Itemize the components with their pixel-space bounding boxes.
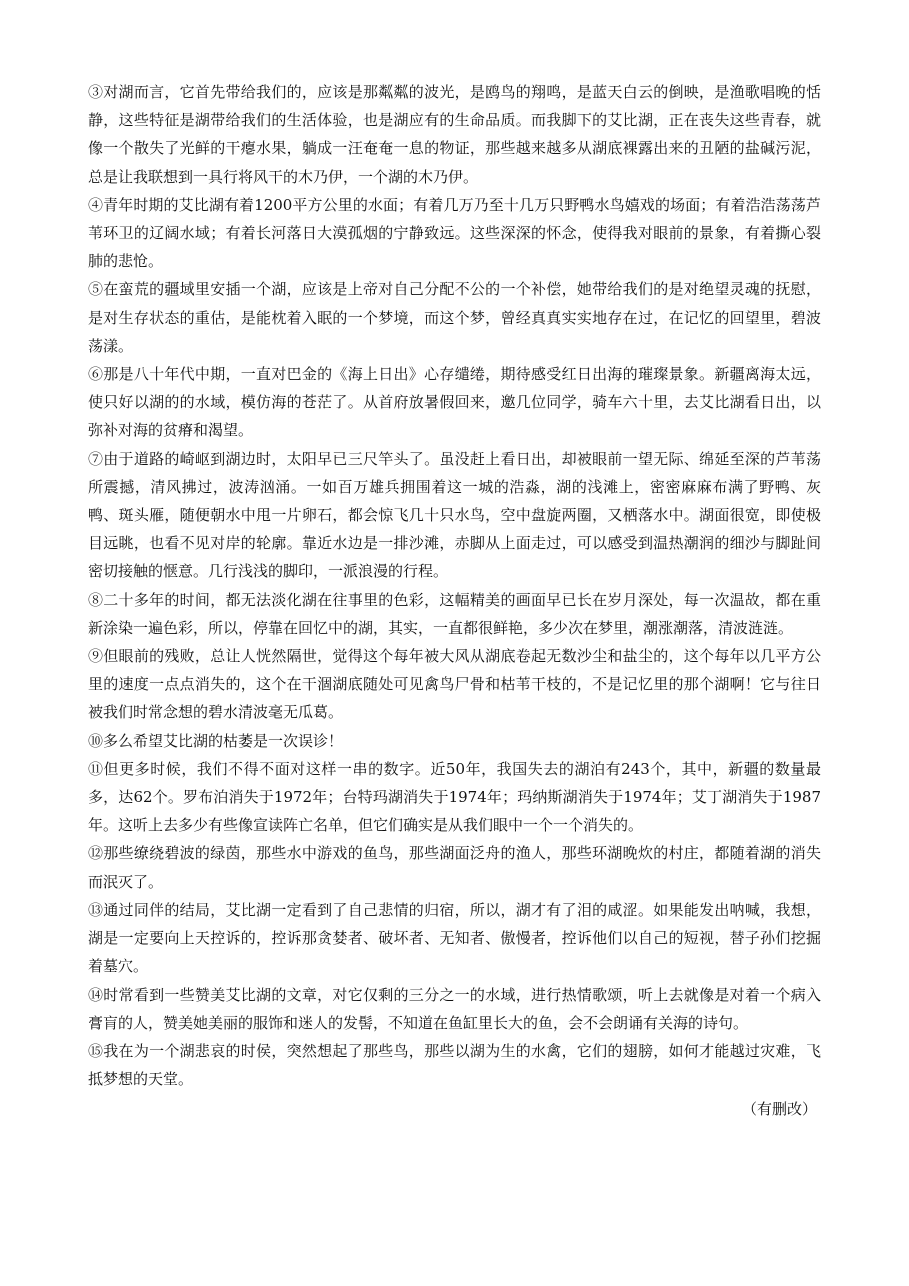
paragraph-13: ⑬通过同伴的结局，艾比湖一定看到了自己悲情的归宿，所以，湖才有了泪的咸涩。如果能发出呐喊，我想，湖是一定要向上天控诉的，控诉那贪婪者、破坏者、无知者、傲慢者，控诉他们以自己的短视，替子孙们挖掘着墓穴。 bbox=[88, 900, 821, 976]
paragraph-3: ③对湖而言，它首先带给我们的，应该是那粼粼的波光，是鸥鸟的翔鸣，是蓝天白云的倒映，是渔歌唱晚的恬静，这些特征是湖带给我们的生活体验，也是湖应有的生命品质。而我脚下的艾比湖，正在丧失这些青春，就像一个散失了光鲜的干瘪水果，躺成一汪奄奄一息的物证，那些越来越多从湖底裸露出来的丑陋的盐碱污泥，总是让我联想到一具行将风干的木乃伊，一个湖的木乃伊。 bbox=[88, 83, 821, 186]
paragraph-14: ⑭时常看到一些赞美艾比湖的文章，对它仅剩的三分之一的水域，进行热情歌颂，听上去就像是对着一个病入膏肓的人，赞美她美丽的服饰和迷人的发髻，不知道在鱼缸里长大的鱼，会不会朗诵有关海的诗句。 bbox=[88, 985, 821, 1032]
paragraph-11: ⑪但更多时候，我们不得不面对这样一串的数字。近50年，我国失去的湖泊有243个，其中，新疆的数量最多，达62个。罗布泊消失于1972年；台特玛湖消失于1974年；玛纳斯湖消失于1974年；艾丁湖消失于1987年。这听上去多少有些像宣读阵亡名单，但它们确实是从我们眼中一个一个消失的。 bbox=[88, 759, 821, 835]
paragraph-9: ⑨但眼前的残败，总让人恍然隔世，觉得这个每年被大风从湖底卷起无数沙尘和盐尘的，这个每年以几平方公里的速度一点点消失的，这个在干涸湖底随处可见禽鸟尸骨和枯苇干枝的，不是记忆里的那个湖啊！它与往日被我们时常念想的碧水清波毫无瓜葛。 bbox=[88, 647, 821, 722]
paragraph-15: ⑮我在为一个湖悲哀的时侯，突然想起了那些鸟，那些以湖为生的水禽，它们的翅膀，如何才能越过灾难，飞抵梦想的天堂。 bbox=[88, 1041, 821, 1089]
paragraph-6: ⑥那是八十年代中期，一直对巴金的《海上日出》心存缱绻，期待感受红日出海的璀璨景象。新疆离海太远，使只好以湖的的水域，模仿海的苍茫了。从首府放暑假回来，邀几位同学，骑车六十里，去艾比湖看日出，以弥补对海的贫瘠和渴望。 bbox=[88, 365, 821, 440]
paragraph-4: ④青年时期的艾比湖有着1200平方公里的水面；有着几万乃至十几万只野鸭水鸟嬉戏的场面；有着浩浩荡荡芦苇环卫的辽阔水域；有着长河落日大漠孤烟的宁静致远。这些深深的怀念，使得我对眼前的景象，有着撕心裂肺的悲怆。 bbox=[88, 195, 821, 271]
paragraph-8: ⑧二十多年的时间，都无法淡化湖在往事里的色彩，这幅精美的画面早已长在岁月深处，每一次温故，都在重新涂染一遍色彩，所以，停靠在回忆中的湖，其实，一直都很鲜艳，多少次在梦里，潮涨潮落，清波涟涟。 bbox=[88, 590, 821, 637]
article-body bbox=[88, 78, 821, 1123]
paragraph-7: ⑦由于道路的崎岖到湖边时，太阳早已三尺竿头了。虽没赶上看日出，却被眼前一望无际、绵延至深的芦苇荡所震撼，清风拂过，波涛汹涌。一如百万雄兵拥围着这一城的浩淼，湖的浅滩上，密密麻麻布满了野鸭、灰鸭、斑头雁，随便朝水中甩一片卵石，都会惊飞几十只水鸟，空中盘旋两圈，又栖落水中。湖面很宽，即使极目远眺，也看不见对岸的轮廓。靠近水边是一排沙滩，赤脚从上面走过，可以感受到温热潮润的细沙与脚趾间密切接触的惬意。几行浅浅的脚印，一派浪漫的行程。 bbox=[88, 449, 821, 581]
paragraph-5: ⑤在蛮荒的疆域里安插一个湖，应该是上帝对自己分配不公的一个补偿，她带给我们的是对绝望灵魂的抚慰，是对生存状态的重估，是能枕着入眠的一个梦境，而这个梦，曾经真真实实地存在过，在记忆的回望里，碧波荡漾。 bbox=[88, 280, 821, 355]
source-note: （有删改） bbox=[741, 1100, 817, 1119]
paragraph-12: ⑫那些缭绕碧波的绿茵，那些水中游戏的鱼鸟，那些湖面泛舟的渔人，那些环湖晚炊的村庄，都随着湖的消失而泯灭了。 bbox=[88, 844, 821, 891]
paragraph-10: ⑩多么希望艾比湖的枯萎是一次误诊！ bbox=[88, 731, 344, 750]
